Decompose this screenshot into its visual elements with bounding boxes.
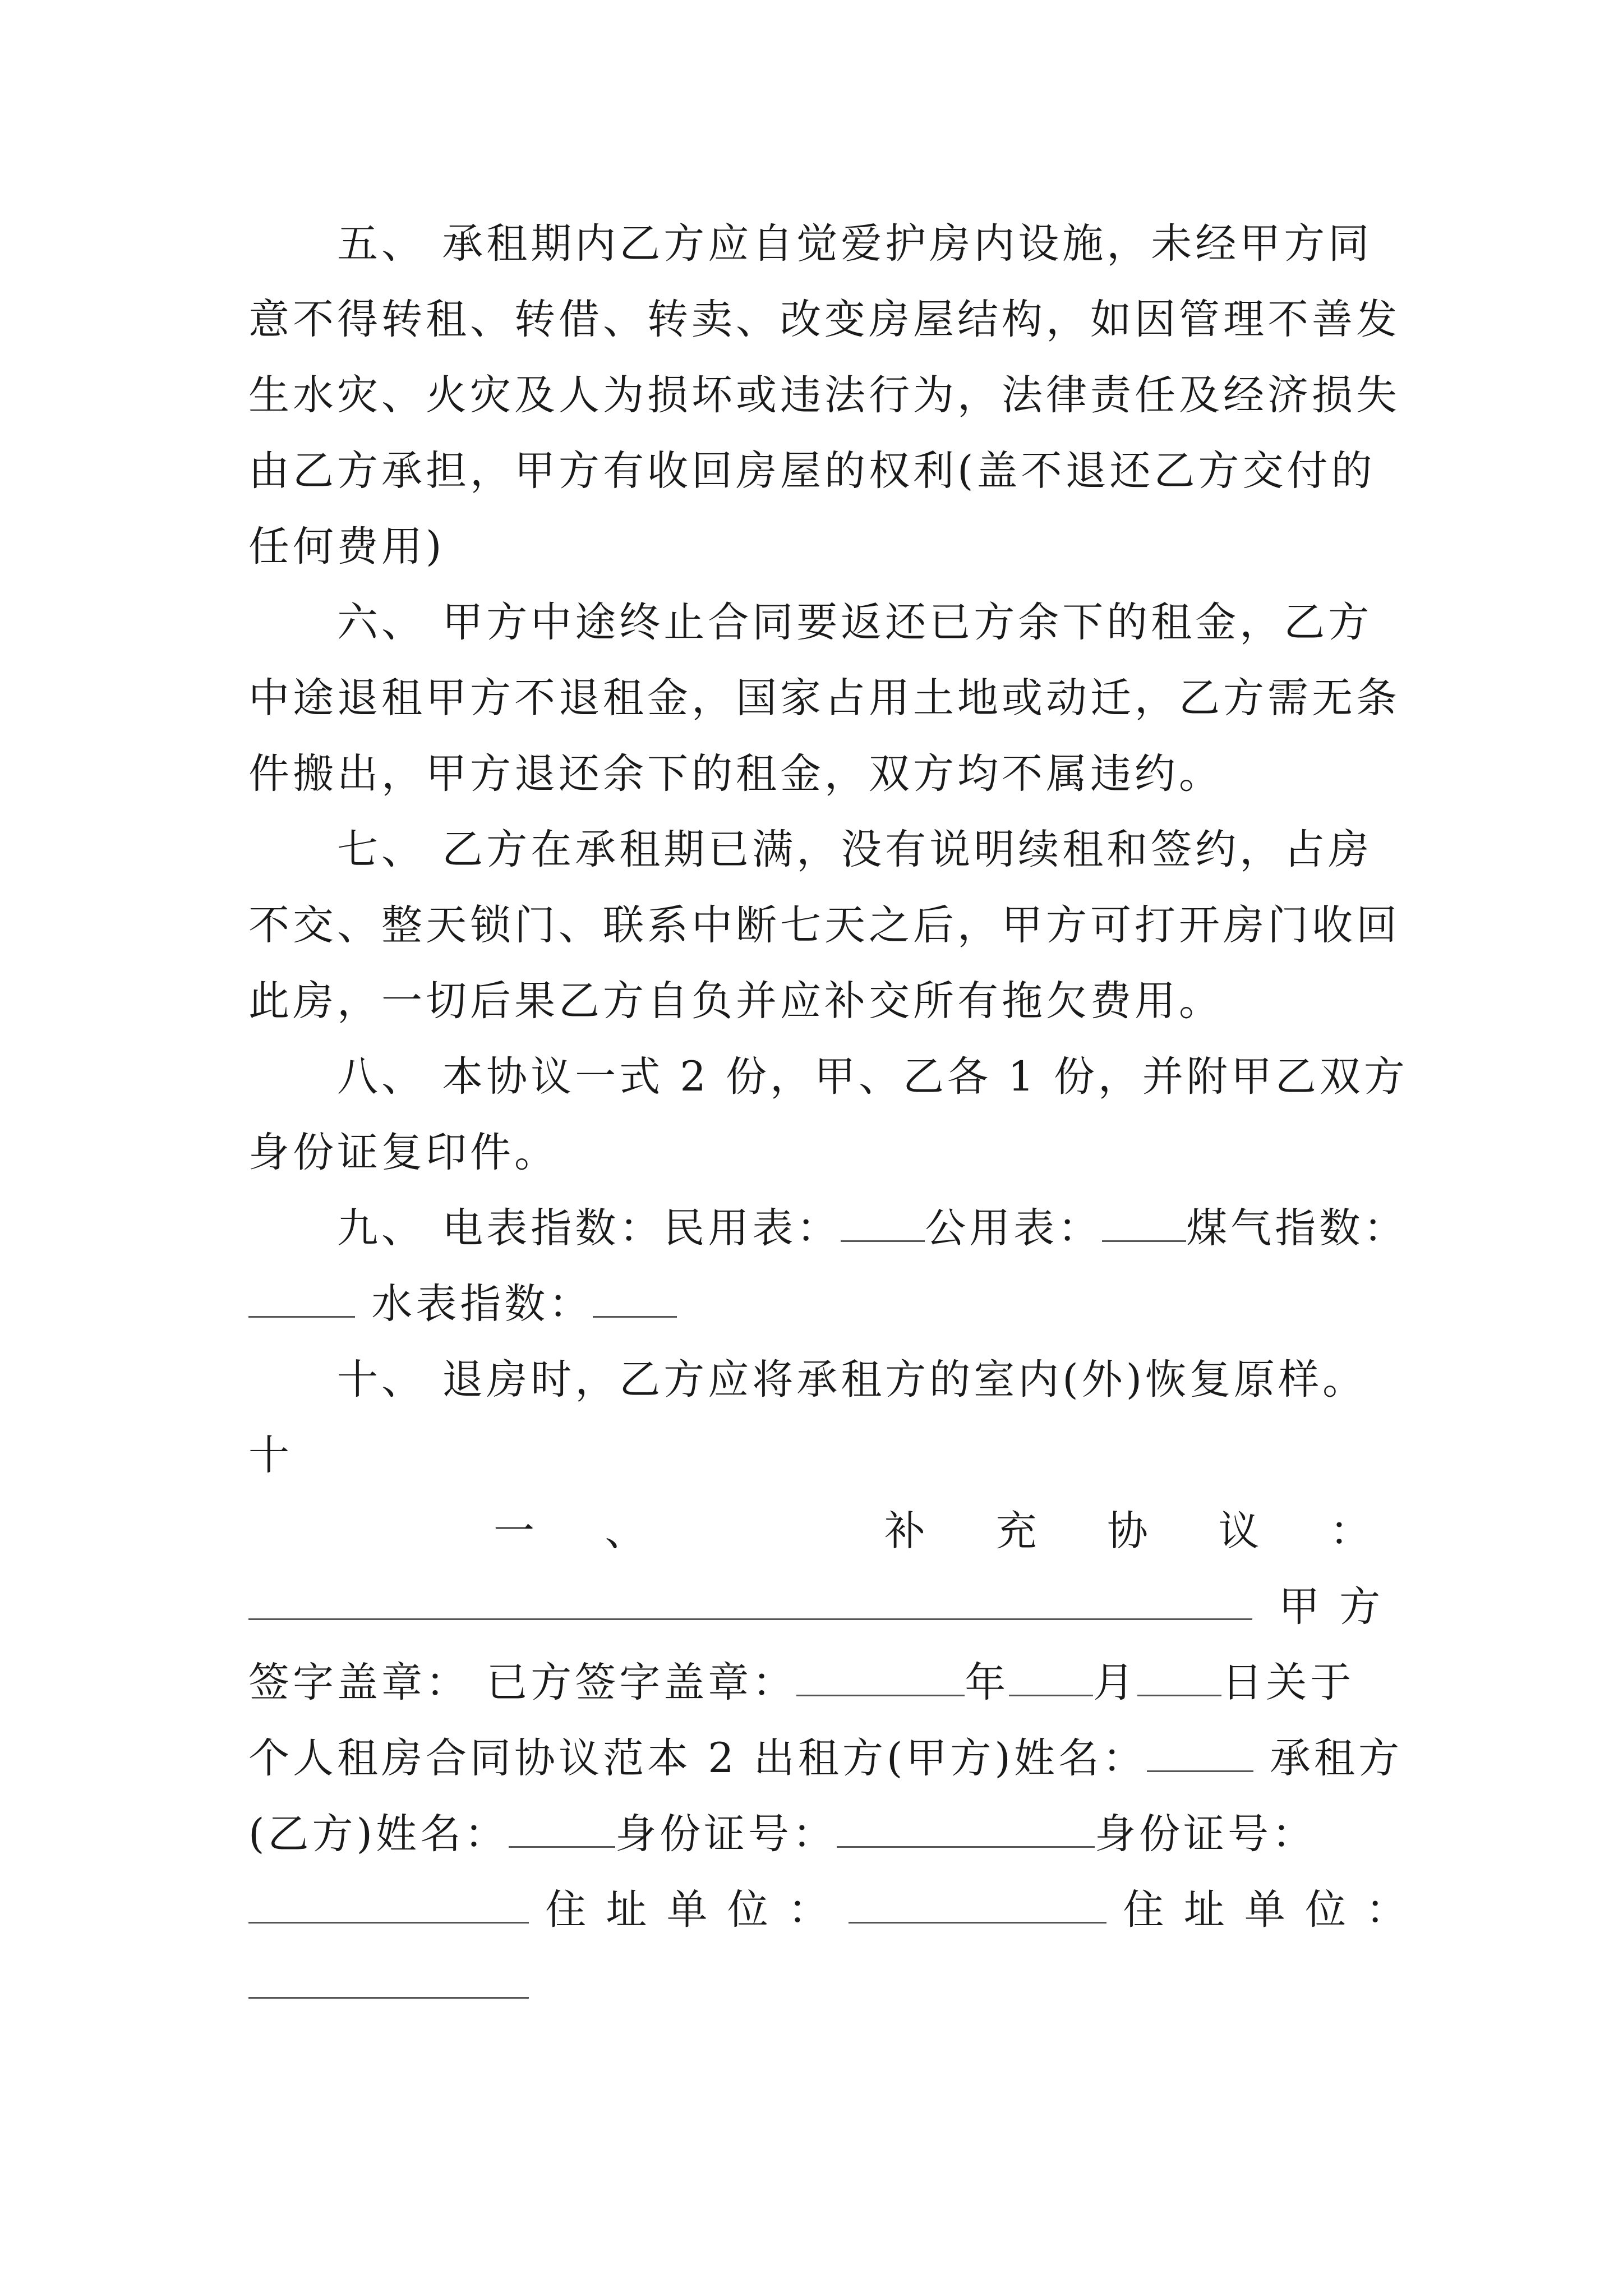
signature-label: 签字盖章： 已方签字盖章： [248, 1659, 797, 1706]
blank-field [837, 1807, 1095, 1848]
meter-readings-line [248, 1198, 1408, 1259]
year-label: 年 [965, 1659, 1009, 1706]
text-line: 任何费用) [248, 523, 445, 570]
id-number-label: 身份证号： [615, 1810, 837, 1858]
blank-field [841, 1201, 925, 1242]
text-line: 中途退租甲方不退租金，国家占用土地或动迁，乙方需无条 [248, 674, 1400, 722]
blank-field [248, 1277, 355, 1318]
day-label: 日关于 [1221, 1659, 1355, 1706]
supplement-char: ： [1330, 1507, 1374, 1555]
meter-label: 九、 电表指数：民用表： [248, 1204, 841, 1252]
address-label: 住 址 单 位 ： [545, 1886, 833, 1934]
blank-field [248, 1883, 529, 1924]
text-line: 七、 乙方在承租期已满，没有说明续租和签约，占房 [248, 826, 1373, 873]
text-line: 五、 承租期内乙方应自觉爱护房内设施，未经甲方同 [248, 220, 1373, 268]
text-line: 不交、整天锁门、联系中断七天之后，甲方可打开房门收回 [248, 901, 1400, 949]
supplement-heading [494, 1501, 1374, 1562]
lessor-name-label: 个人租房合同协议范本 2 出租方(甲方)姓名： [248, 1734, 1147, 1782]
blank-field [849, 1883, 1106, 1924]
supplement-char: 协 [1107, 1507, 1151, 1555]
address-line [248, 1879, 1410, 1941]
text-line: 生水灾、火灾及人为损坏或违法行为，法律责任及经济损失 [248, 371, 1400, 419]
supplement-char: 补 [884, 1507, 929, 1555]
supplement-char: 充 [995, 1507, 1040, 1555]
party-a-label: 甲 方 [1279, 1583, 1384, 1631]
meter-label: 煤气指数： [1186, 1204, 1408, 1252]
supplement-char: 一 [494, 1507, 538, 1555]
blank-field [796, 1655, 965, 1696]
blank-field [1102, 1201, 1186, 1242]
contract-line [248, 1728, 1403, 1789]
address-blank-line [248, 1997, 529, 1999]
blank-field [1147, 1731, 1253, 1772]
lessee-name-label: (乙方)姓名： [248, 1810, 509, 1858]
text-line: 意不得转租、转借、转卖、改变房屋结构，如因管理不善发 [248, 296, 1400, 343]
id-number-label: 身份证号： [1094, 1810, 1316, 1858]
text-line: 十、 退房时，乙方应将承租方的室内(外)恢复原样。 [248, 1356, 1367, 1404]
text-line: 六、 甲方中途终止合同要返还已方余下的租金，乙方 [248, 599, 1373, 646]
id-line [248, 1803, 1316, 1865]
blank-field [1009, 1655, 1093, 1696]
supplement-blank-line [248, 1618, 1252, 1620]
lessee-label: 承租方 [1270, 1734, 1403, 1782]
meter-readings-line-2 [248, 1273, 677, 1335]
water-meter-label: 水表指数： [371, 1280, 593, 1328]
meter-label: 公用表： [925, 1204, 1103, 1252]
blank-field [1137, 1655, 1221, 1696]
month-label: 月 [1093, 1659, 1138, 1706]
text-line: 八、 本协议一式 2 份，甲、乙各 1 份，并附甲乙双方 [248, 1053, 1408, 1101]
text-line: 由乙方承担，甲方有收回房屋的权利(盖不退还乙方交付的 [248, 447, 1376, 495]
blank-field [509, 1807, 615, 1848]
text-line: 十 [248, 1432, 293, 1479]
text-line: 身份证复印件。 [248, 1129, 559, 1176]
signature-line [248, 1652, 1354, 1714]
supplement-char: 议 [1218, 1507, 1263, 1555]
text-line: 件搬出，甲方退还余下的租金，双方均不属违约。 [248, 750, 1223, 798]
blank-field [593, 1277, 677, 1318]
address-label: 住 址 单 位 ： [1123, 1886, 1410, 1934]
supplement-char: 、 [605, 1507, 649, 1555]
text-line: 此房，一切后果乙方自负并应补交所有拖欠费用。 [248, 977, 1223, 1025]
